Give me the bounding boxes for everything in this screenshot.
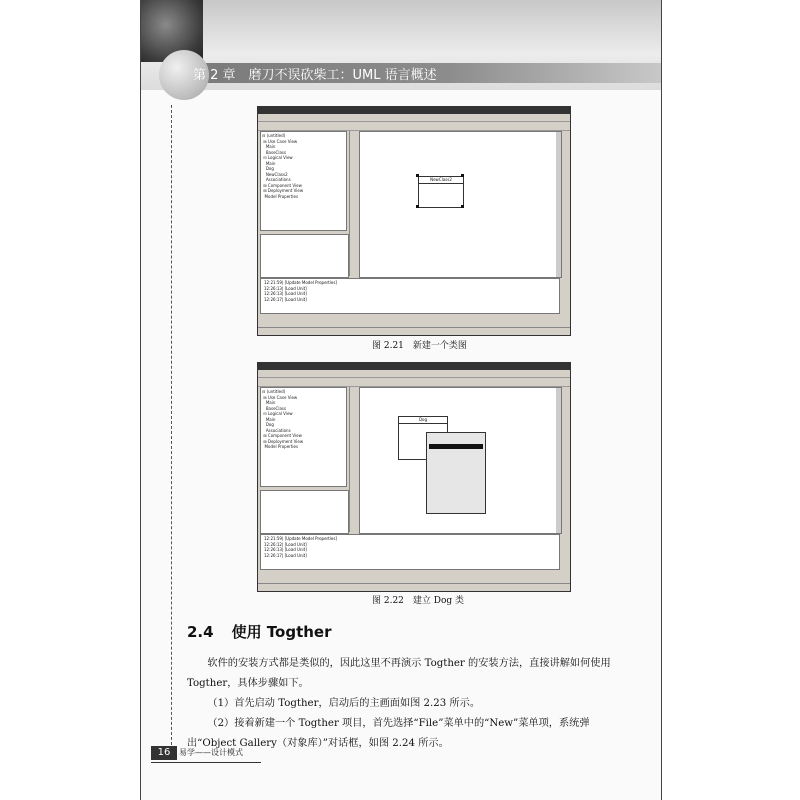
paragraph: （2）接着新建一个 Togther 项目，首先选择“File”菜单中的“New”菜单项，系统弹出“Object Gallery（对象库）”对话框，如图 2.24 所示。 [187, 718, 590, 749]
book-title: 易学——设计模式 [179, 748, 243, 757]
class-name: Dog [399, 417, 447, 424]
window-menubar [258, 370, 570, 378]
vertical-scrollbar [556, 388, 561, 533]
section-number: 2.4 [187, 623, 214, 641]
page-header [141, 0, 661, 90]
footer-rule [151, 762, 261, 763]
figure-caption: 图 2.22 建立 Dog 类 [372, 596, 465, 606]
log-pane: 12:21:59| [Update Model Properties] 12:26:12| [Load Unit] 12:26:13| [Load Unit] 12:26:17| [Load Unit] [260, 534, 560, 570]
documentation-pane [260, 234, 349, 278]
figure-screenshot-2-21 [257, 106, 571, 336]
log-pane: 12:21:59| [Update Model Properties] 12:26:13| [Load Unit] 12:26:13| [Load Unit] 12:26:17| [Load Unit] [260, 278, 560, 314]
window-titlebar [258, 107, 570, 114]
window-toolbar [258, 122, 570, 131]
class-box [418, 176, 464, 208]
diagram-toolbox [349, 131, 358, 276]
diagram-canvas [359, 131, 562, 278]
selection-handle [416, 174, 419, 177]
figure-screenshot-2-22 [257, 362, 571, 592]
documentation-pane [260, 490, 349, 534]
margin-dashed-line [171, 105, 172, 755]
model-browser-tree: ⊟ (untitled) ⊞ Use Case View Main BaseClass ⊟ Logical View Main Dog Associations ⊞ Component View ⊞ Deployment View Model Properties [260, 387, 347, 487]
selection-handle [461, 174, 464, 177]
selection-handle [461, 205, 464, 208]
diagram-canvas [359, 387, 562, 534]
diagram-toolbox [349, 387, 358, 532]
section-title: 使用 Togther [231, 623, 332, 641]
vertical-scrollbar [556, 132, 561, 277]
figure-caption: 图 2.21 新建一个类图 [372, 341, 467, 351]
window-menubar [258, 114, 570, 122]
paragraph: （1）首先启动 Togther，启动后的主画面如图 2.23 所示。 [207, 698, 481, 709]
page-number: 16 [151, 746, 177, 760]
context-menu [426, 432, 486, 514]
model-browser-tree: ⊟ (untitled) ⊞ Use Case View Main BaseClass ⊟ Logical View Main Dog NewClass2 Associations ⊞ Component View ⊞ Deployment View Model Properties [260, 131, 347, 231]
paragraph: 软件的安装方式都是类似的，因此这里不再演示 Togther 的安装方法，直接讲解如何使用 Togther，具体步骤如下。 [187, 658, 611, 689]
book-page [140, 0, 662, 800]
chapter-title: 第 2 章 磨刀不误砍柴工：UML 语言概述 [193, 68, 437, 83]
window-statusbar [258, 327, 570, 335]
window-titlebar [258, 363, 570, 370]
section-heading [187, 621, 332, 642]
window-toolbar [258, 378, 570, 387]
class-name: NewClass2 [419, 177, 463, 184]
selection-handle [416, 205, 419, 208]
window-statusbar [258, 583, 570, 591]
